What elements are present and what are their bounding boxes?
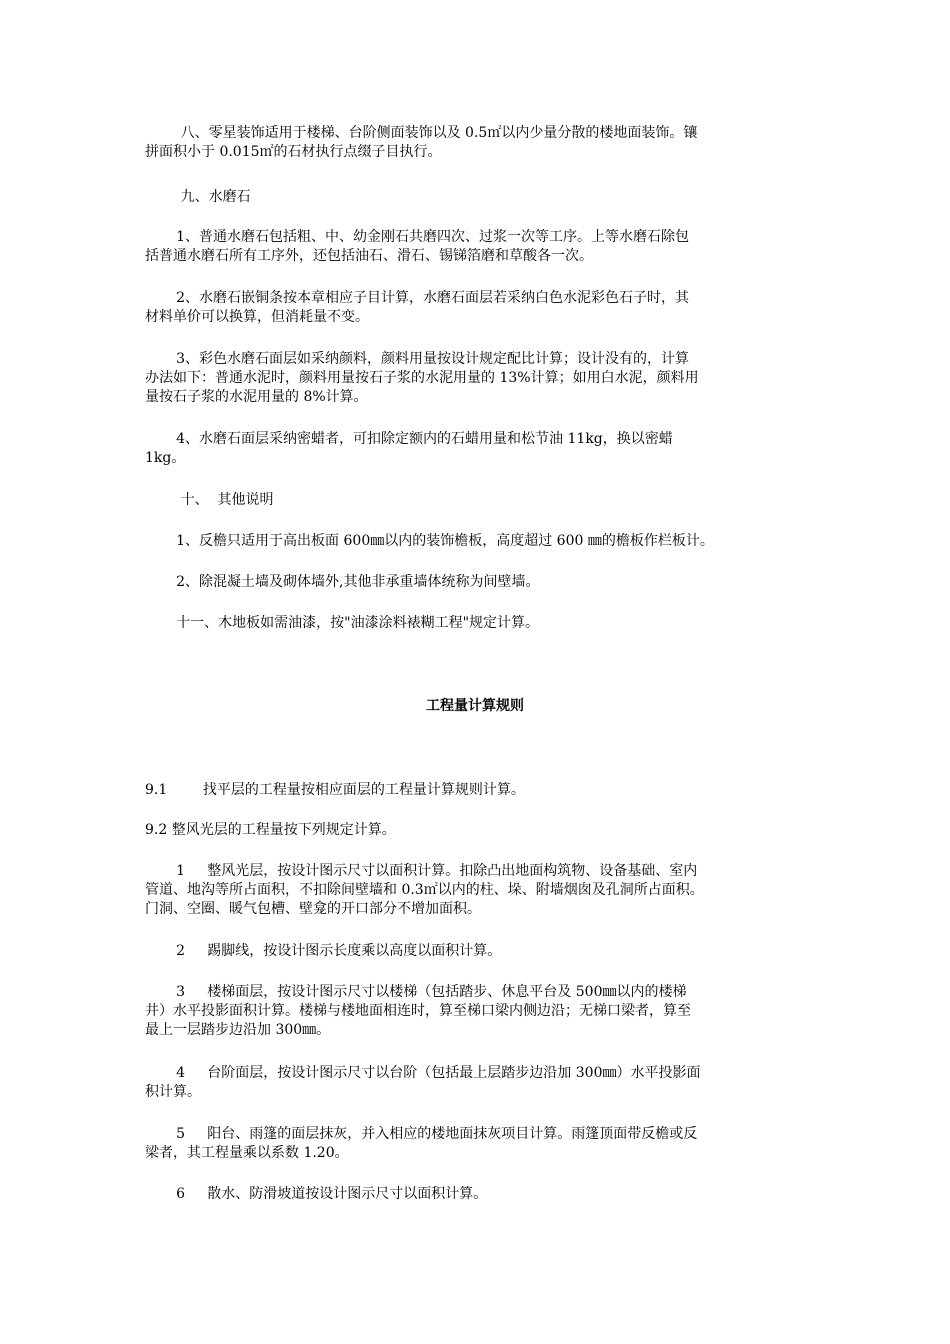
paragraph-9-2	[145, 289, 810, 327]
text-line: 5 阳台、雨篷的面层抹灰，并入相应的楼地面抹灰项目计算。雨篷顶面带反檐或反	[145, 1126, 698, 1142]
paragraph-8	[145, 124, 810, 162]
text-line: 2、除混凝土墙及砌体墙外,其他非承重墙体统称为间壁墙。	[145, 574, 540, 590]
text-line: 1 整风光层，按设计图示尺寸以面积计算。扣除凸出地面构筑物、设备基础、室内	[145, 863, 698, 879]
text-line: 管道、地沟等所占面积，不扣除间壁墙和 0.3㎡以内的柱、垛、附墙烟囱及孔洞所占面积。	[145, 882, 704, 898]
paragraph-10-2	[145, 573, 810, 592]
text-line: 门洞、空圈、暖气包槽、壁龛的开口部分不增加面积。	[145, 901, 481, 917]
text-line: 井）水平投影面积计算。楼梯与楼地面相连时，算至梯口梁内侧边沿；无梯口梁者，算至	[145, 1003, 691, 1019]
text-line: 拼面积小于 0.015㎡的石材执行点缀子目执行。	[145, 144, 442, 160]
text-line: 十一、木地板如需油漆，按"油漆涂料裱糊工程"规定计算。	[145, 615, 540, 631]
text-line: 梁者，其工程量乘以系数 1.20。	[145, 1145, 349, 1161]
text-line: 9.1 找平层的工程量按相应面层的工程量计算规则计算。	[145, 782, 525, 798]
text-line: 2、水磨石嵌铜条按本章相应子目计算，水磨石面层若采纳白色水泥彩色石子时，其	[145, 290, 690, 306]
text-line: 1、反檐只适用于高出板面 600㎜以内的装饰檐板，高度超过 600 ㎜的檐板作栏板计。	[145, 533, 714, 549]
text-line: 6 散水、防滑坡道按设计图示尺寸以面积计算。	[145, 1186, 488, 1202]
paragraph-9-1	[145, 228, 810, 266]
paragraph-9-3	[145, 350, 810, 407]
rule-item-2	[145, 942, 810, 961]
rule-9-2	[145, 821, 810, 840]
rule-item-6	[145, 1185, 810, 1204]
text-line: 2 踢脚线，按设计图示长度乘以高度以面积计算。	[145, 943, 502, 959]
rule-9-1	[145, 781, 810, 800]
text-line: 9.2 整风光层的工程量按下列规定计算。	[145, 822, 396, 838]
text-line: 八、零星装饰适用于楼梯、台阶侧面装饰以及 0.5㎡以内少量分散的楼地面装饰。镶	[145, 125, 698, 141]
text-line: 量按石子浆的水泥用量的 8%计算。	[145, 389, 368, 405]
text-line: 九、水磨石	[145, 189, 251, 205]
paragraph-10-1	[145, 532, 810, 551]
rule-item-1	[145, 862, 810, 919]
section-heading-10	[145, 491, 810, 510]
text-line: 3 楼梯面层，按设计图示尺寸以楼梯（包括踏步、休息平台及 500㎜以内的楼梯	[145, 984, 687, 1000]
text-line: 4 台阶面层，按设计图示尺寸以台阶（包括最上层踏步边沿加 300㎜）水平投影面	[145, 1065, 701, 1081]
section-heading-9	[145, 188, 810, 207]
paragraph-9-4	[145, 430, 810, 468]
rule-item-4	[145, 1064, 810, 1102]
rule-item-3	[145, 983, 810, 1040]
text-line: 办法如下：普通水泥时，颜料用量按石子浆的水泥用量的 13%计算；如用白水泥，颜料用	[145, 370, 699, 386]
text-line: 4、水磨石面层采纳密蜡者，可扣除定额内的石蜡用量和松节油 11kg，换以密蜡	[145, 431, 673, 447]
text-line: 3、彩色水磨石面层如采纳颜料，颜料用量按设计规定配比计算；设计没有的，计算	[145, 351, 690, 367]
text-line: 十、 其他说明	[145, 492, 274, 508]
text-line: 1、普通水磨石包括粗、中、幼金刚石共磨四次、过浆一次等工序。上等水磨石除包	[145, 229, 690, 245]
rule-item-5	[145, 1125, 810, 1163]
text-line: 积计算。	[145, 1084, 201, 1100]
text-line: 材料单价可以换算，但消耗量不变。	[145, 309, 369, 325]
paragraph-11	[145, 614, 810, 633]
text-line: 最上一层踏步边沿加 300㎜。	[145, 1022, 331, 1038]
text-line: 括普通水磨石所有工序外，还包括油石、滑石、锡锑箔磨和草酸各一次。	[145, 248, 593, 264]
section-title: 工程量计算规则	[426, 698, 524, 714]
text-line: 1kg。	[145, 450, 186, 466]
